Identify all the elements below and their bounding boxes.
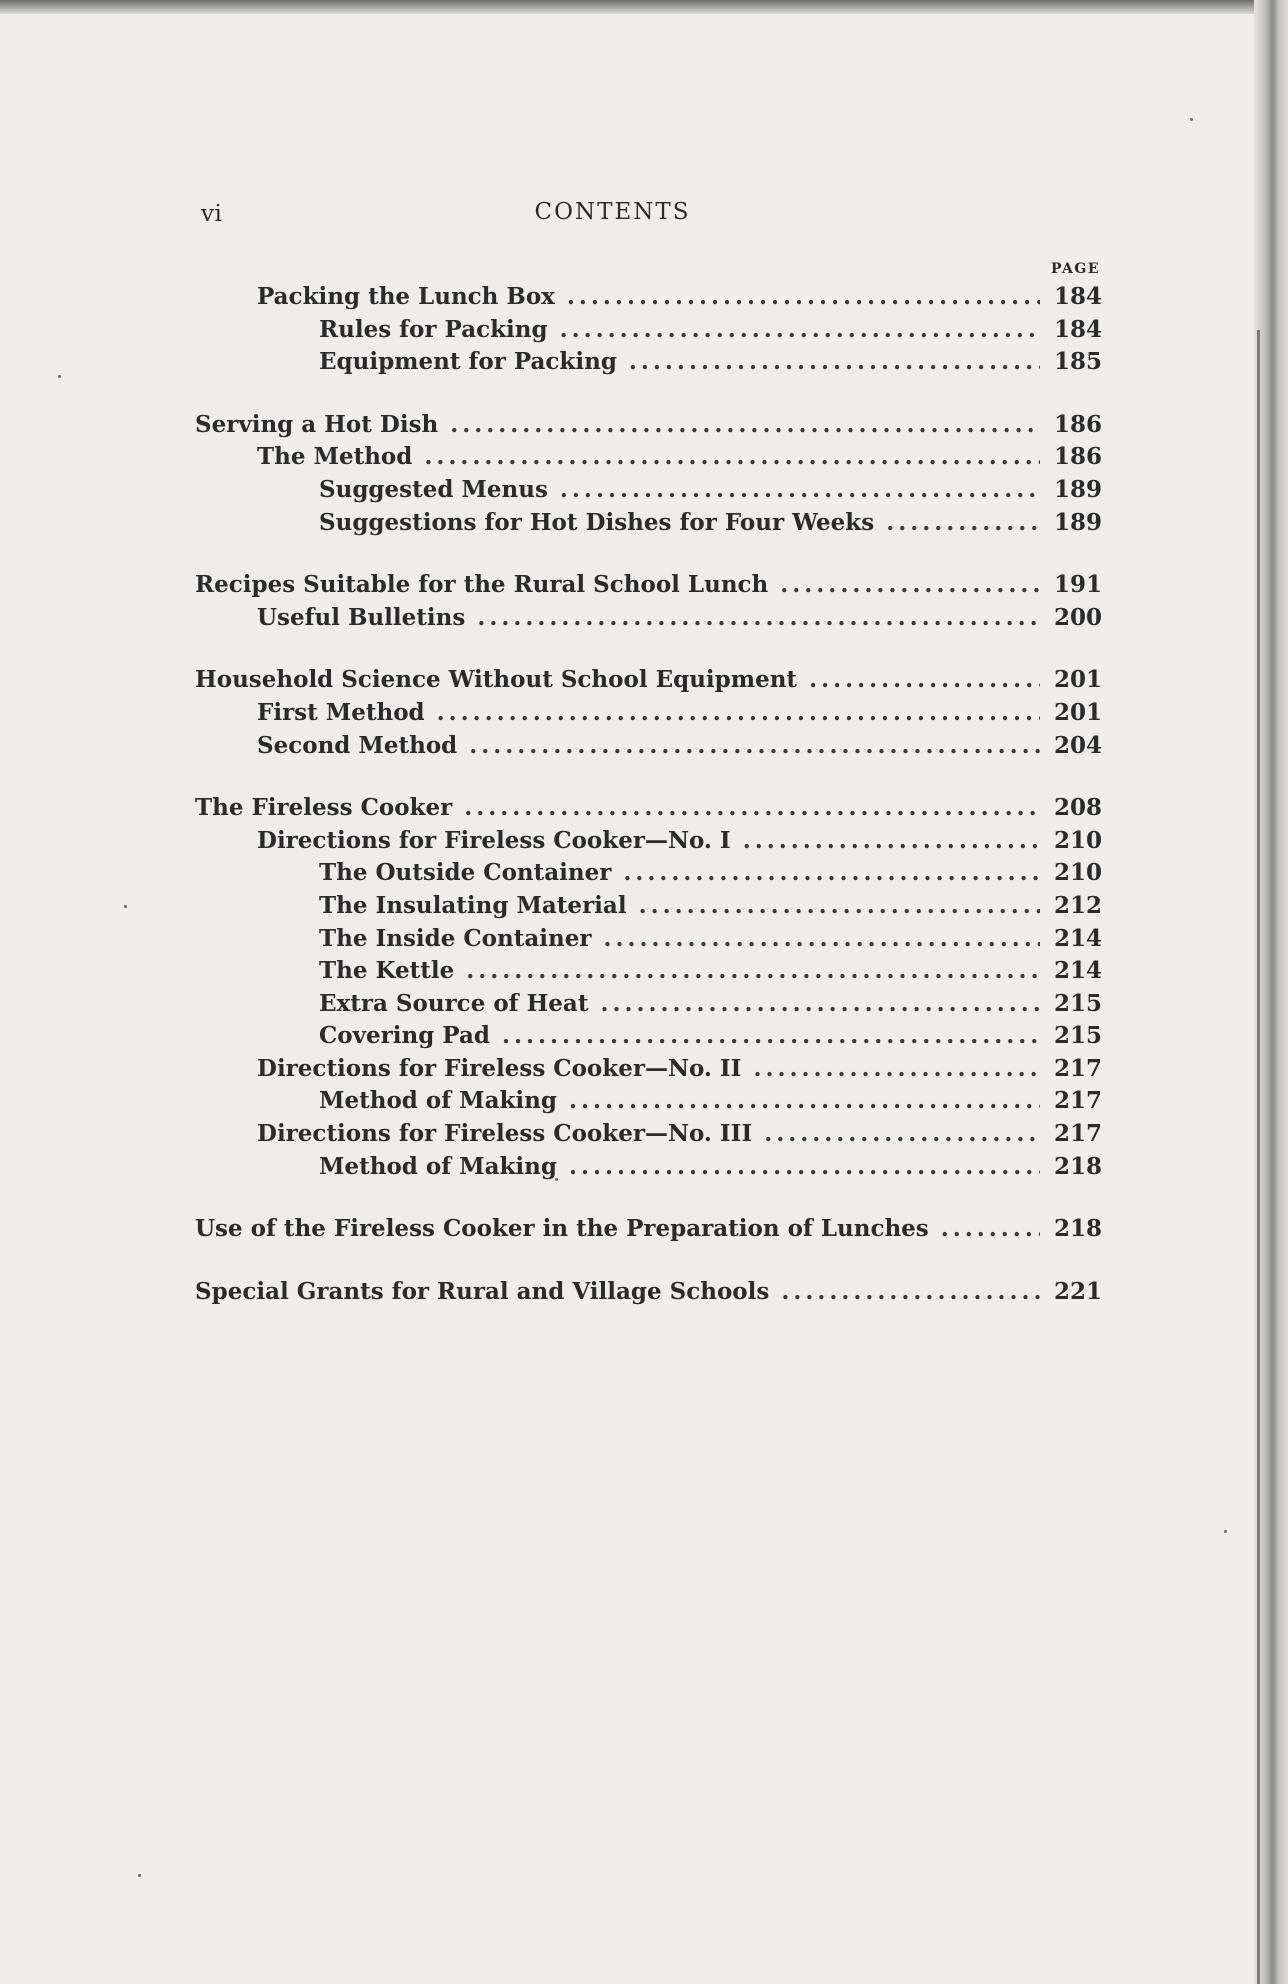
toc-entry [195, 411, 1110, 444]
toc-entry-page: 201 [1053, 666, 1102, 694]
dot-leader [781, 1278, 1040, 1305]
toc-entry-title: The Fireless Cooker [195, 794, 453, 822]
scan-binding-line [1257, 330, 1260, 1984]
toc-entry-page: 189 [1053, 508, 1102, 536]
toc-entry [195, 443, 1110, 476]
toc-entry-page: 217 [1053, 1120, 1102, 1148]
toc-entry [195, 925, 1110, 958]
toc-entry-page: 204 [1053, 731, 1102, 759]
toc-entry-title: The Insulating Material [319, 891, 627, 919]
toc-entry-title: The Kettle [319, 957, 455, 985]
toc-entry-page: 191 [1053, 571, 1102, 599]
toc-entry [195, 990, 1110, 1023]
section-gap [195, 636, 1110, 666]
running-head [195, 195, 1110, 231]
toc-entry-title: Packing the Lunch Box [257, 283, 555, 310]
toc-entry-title: Equipment for Packing [319, 348, 617, 376]
toc-entry-title: Suggestions for Hot Dishes for Four Weeks [319, 508, 875, 536]
toc-entry-title: Recipes Suitable for the Rural School Lunch [195, 571, 769, 599]
toc-entry [195, 794, 1110, 827]
dust-speck [138, 1874, 141, 1877]
toc-entry [195, 476, 1110, 509]
toc-entry-page: 208 [1053, 794, 1102, 822]
toc-entry-page: 184 [1053, 315, 1102, 343]
section-gap [195, 1185, 1110, 1215]
toc-entry-page: 217 [1053, 1054, 1102, 1082]
dot-leader [886, 509, 1040, 536]
dust-speck [1224, 1530, 1227, 1533]
dot-leader [941, 1215, 1040, 1242]
toc-entry-title: Directions for Fireless Cooker—No. III [257, 1120, 753, 1148]
dot-leader [809, 666, 1040, 693]
toc-entry-page: 200 [1053, 603, 1102, 631]
toc-entry [195, 1120, 1110, 1153]
toc-entry-title: The Outside Container [319, 859, 612, 887]
toc-entry-page: 210 [1053, 826, 1102, 854]
toc-entry-title: The Inside Container [319, 924, 592, 952]
dust-speck [58, 375, 61, 378]
toc-entry-title: Useful Bulletins [257, 603, 466, 631]
toc-entry-page: 186 [1053, 410, 1102, 438]
dot-leader [560, 316, 1040, 343]
scan-top-edge [0, 0, 1288, 14]
toc-entry-title: Special Grants for Rural and Village Schools [195, 1277, 770, 1305]
toc-entry-page: 214 [1053, 924, 1102, 952]
toc-entry [195, 509, 1110, 542]
toc-entry-title: Extra Source of Heat [319, 989, 589, 1017]
toc-entry-page: 189 [1053, 475, 1102, 503]
toc-entry [195, 859, 1110, 892]
toc-entry-page: 215 [1053, 989, 1102, 1017]
dot-leader [464, 794, 1040, 821]
toc-entry-title: First Method [257, 698, 425, 726]
dot-leader [424, 443, 1040, 470]
toc-entry [195, 666, 1110, 699]
toc-entry-page: 185 [1053, 348, 1102, 376]
contents-page [195, 195, 1110, 1310]
toc-entry [195, 1278, 1110, 1311]
toc-entry-page: 201 [1053, 698, 1102, 726]
toc-entry-title: Serving a Hot Dish [195, 410, 439, 438]
dust-speck [124, 905, 127, 908]
toc-entry-page: 218 [1053, 1152, 1102, 1180]
toc-entry-title: Method of Making [319, 1087, 557, 1115]
dot-leader [603, 925, 1040, 952]
toc-entry-page: 217 [1053, 1087, 1102, 1115]
dot-leader [502, 1022, 1040, 1049]
toc-entry [195, 892, 1110, 925]
toc-entry-title: Rules for Packing [319, 315, 548, 343]
toc-entry [195, 957, 1110, 990]
page-number: vi [201, 201, 223, 227]
toc-entry-page: 218 [1053, 1215, 1102, 1243]
toc-entry-title: The Method [257, 443, 413, 471]
toc-entry [195, 1055, 1110, 1088]
dot-leader [600, 990, 1040, 1017]
dot-leader [639, 892, 1040, 919]
dot-leader [569, 1087, 1040, 1114]
dot-leader [477, 604, 1040, 631]
toc-entry-page: 214 [1053, 957, 1102, 985]
section-gap [195, 381, 1110, 411]
toc-entry-page: 212 [1053, 891, 1102, 919]
table-of-contents [195, 283, 1110, 1310]
toc-entry [195, 348, 1110, 381]
toc-entry-title: Directions for Fireless Cooker—No. II [257, 1054, 742, 1082]
toc-entry-title: Method of Making [319, 1152, 557, 1180]
dot-leader [743, 827, 1040, 854]
dot-leader [466, 957, 1040, 984]
dot-leader [780, 571, 1040, 598]
toc-entry-page: 210 [1053, 859, 1102, 887]
toc-entry-title: Use of the Fireless Cooker in the Preparation of Lunches [195, 1215, 929, 1243]
toc-entry-page: 184 [1053, 283, 1102, 310]
dot-leader [569, 1153, 1040, 1180]
page-title: CONTENTS [534, 199, 691, 225]
toc-entry [195, 283, 1110, 316]
toc-entry [195, 1087, 1110, 1120]
toc-entry-page: 186 [1053, 443, 1102, 471]
toc-entry [195, 1153, 1110, 1186]
toc-entry-title: Household Science Without School Equipment [195, 666, 798, 694]
toc-entry-title: Suggested Menus [319, 475, 548, 503]
toc-entry [195, 1215, 1110, 1248]
page-column-label: PAGE [1051, 261, 1100, 277]
dot-leader [567, 283, 1040, 310]
dot-leader [753, 1055, 1040, 1082]
dot-leader [469, 732, 1040, 759]
dot-leader [560, 476, 1040, 503]
toc-entry-title: Directions for Fireless Cooker—No. I [257, 826, 731, 854]
section-gap [195, 541, 1110, 571]
toc-entry [195, 571, 1110, 604]
section-gap [195, 764, 1110, 794]
dot-leader [629, 348, 1040, 375]
toc-entry-title: Second Method [257, 731, 458, 759]
dot-leader [450, 411, 1040, 438]
toc-entry [195, 827, 1110, 860]
toc-entry-page: 221 [1053, 1277, 1102, 1305]
toc-entry [195, 699, 1110, 732]
dot-leader [764, 1120, 1040, 1147]
section-gap [195, 1248, 1110, 1278]
toc-entry [195, 316, 1110, 349]
toc-entry [195, 732, 1110, 765]
toc-entry [195, 1022, 1110, 1055]
toc-entry-title: Covering Pad [319, 1022, 490, 1050]
toc-entry-page: 215 [1053, 1022, 1102, 1050]
dot-leader [437, 699, 1040, 726]
toc-entry [195, 604, 1110, 637]
dust-speck [1190, 118, 1193, 121]
dot-leader [623, 859, 1040, 886]
